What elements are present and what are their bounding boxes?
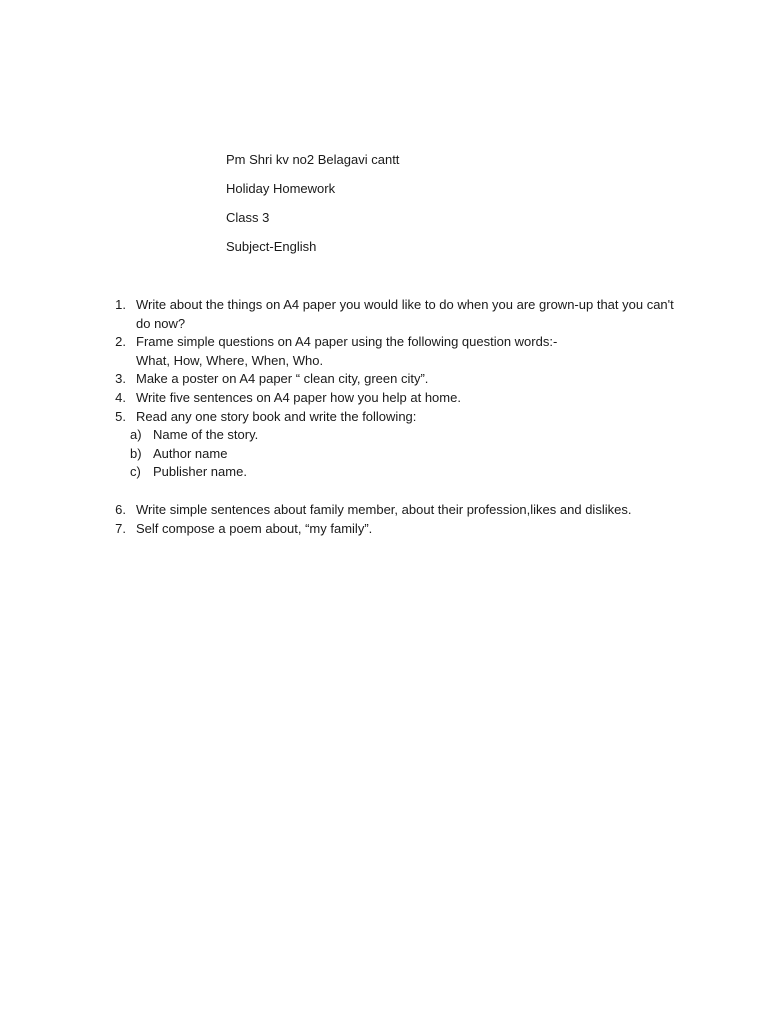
item-number: 1.: [115, 297, 126, 312]
item-number: 5.: [115, 408, 126, 424]
item-number: 3.: [115, 371, 126, 387]
list-item: [108, 370, 688, 389]
item-number: 6.: [115, 501, 126, 517]
item-text-continued: What, How, Where, When, Who.: [136, 352, 324, 368]
item-text: Write five sentences on A4 paper how you help at home.: [136, 389, 461, 405]
list-item: [108, 501, 688, 520]
item-number: 4.: [115, 389, 126, 405]
list-item: [108, 389, 688, 408]
sub-item-label: c): [130, 464, 141, 480]
school-name: Pm Shri kv no2 Belagavi cantt: [226, 152, 400, 167]
sub-item-text: Author name: [153, 445, 228, 461]
subject-label: Subject-English: [226, 239, 317, 254]
sub-list-item: [108, 445, 688, 464]
sub-item-text: Publisher name.: [153, 464, 247, 480]
document-header: [226, 151, 399, 267]
item-number: 7.: [115, 520, 126, 536]
list-item: [108, 333, 688, 370]
item-text: Frame simple questions on A4 paper using the following question words:-: [136, 334, 558, 350]
item-text-continued: do now?: [136, 315, 186, 331]
item-text: Write about the things on A4 paper you would like to do when you are grown-up that you can't: [136, 297, 674, 312]
list-spacer: [108, 482, 688, 501]
sub-item-text: Name of the story.: [153, 427, 259, 443]
sub-list-item: [108, 426, 688, 445]
sub-item-label: b): [130, 445, 142, 461]
homework-title: Holiday Homework: [226, 181, 336, 196]
list-item: [108, 408, 688, 427]
list-item: [108, 520, 688, 539]
item-text: Read any one story book and write the following:: [136, 408, 417, 424]
item-number: 2.: [115, 334, 126, 350]
sub-item-label: a): [130, 427, 142, 443]
item-text: Self compose a poem about, “my family”.: [136, 520, 373, 536]
list-item: [108, 296, 688, 333]
item-text: Write simple sentences about family member, about their profession,likes and dislikes.: [136, 501, 632, 517]
class-label: Class 3: [226, 210, 270, 225]
sub-list-item: [108, 463, 688, 482]
homework-list: [108, 296, 688, 538]
item-text: Make a poster on A4 paper “ clean city, green city”.: [136, 371, 429, 387]
